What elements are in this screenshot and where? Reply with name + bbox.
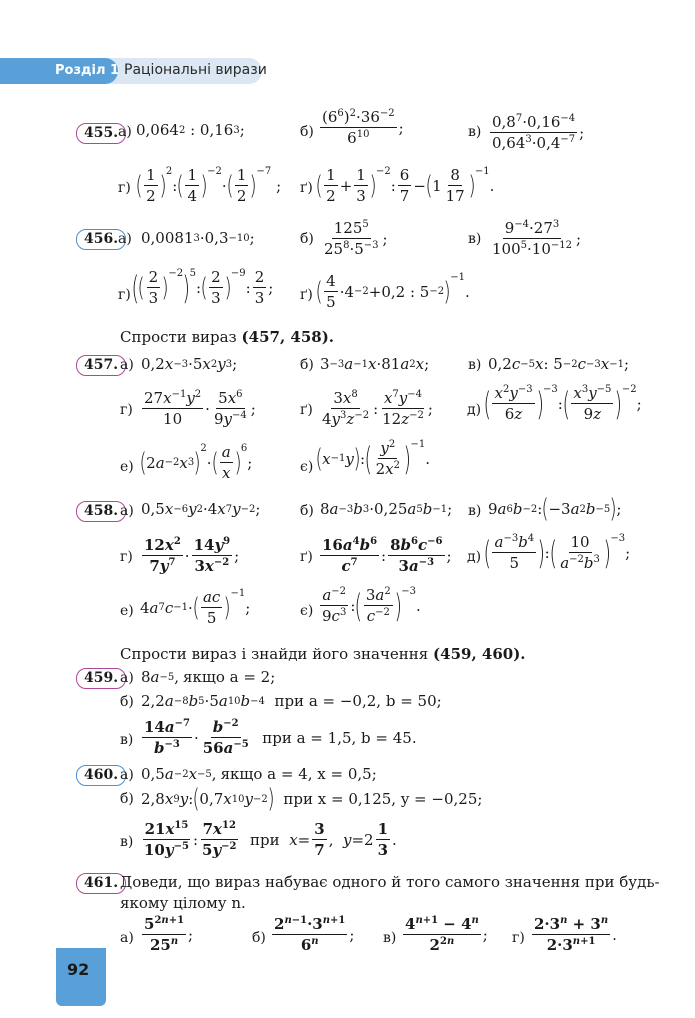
item-label: є) [300, 459, 314, 475]
item-label: б) [300, 231, 314, 247]
task461-text: Доведи, що вираз набуває одного й того самого значення при будь- [120, 873, 660, 891]
formula-456a: 0,0081 3 ·0,3 −10 ; [141, 229, 255, 247]
item-label: в) [468, 357, 482, 373]
formula-457a: 0,2 x −3 ·5 x 2 y 3 ; [141, 355, 238, 373]
item-label: ґ) [300, 402, 313, 418]
item-label: а) [120, 767, 134, 783]
item-label: б) [120, 791, 134, 807]
exercise-number-460: 460. [76, 765, 126, 786]
item-label: б) [300, 503, 314, 519]
formula-456gg: ( 4 5 ·4 −2 +0,2 : 5 −2 ) $^{-1}$ . [315, 272, 470, 311]
task461-text-cont: якому цілому n. [120, 894, 246, 912]
formula-455b: $(6^6)^2\cdot 36^{-2}$ $6^{10}$ ; [322, 108, 404, 147]
item-label: е) [120, 459, 134, 475]
formula-455v: $0,8^7\cdot 0,16^{-4}$ $0,64^3\cdot 0,4^{-7}$ ; [492, 113, 585, 152]
item-label: г) [118, 287, 131, 303]
item-label: а) [120, 670, 134, 686]
formula-458gg: $16a^4b^6$ $c^7$ : $8b^6c^{-6}$ $3a^{-3}$ ; [322, 536, 452, 575]
formula-458e: 4 a 7 c −1 · ( ac 5 ) $^{-1}$ ; [140, 588, 251, 627]
section-title: Раціональні вирази [124, 62, 267, 78]
page-number: 92 [67, 960, 90, 979]
item-label: а) [120, 357, 134, 373]
item-label: г) [120, 549, 133, 565]
formula-457d: ( $x^2y^{-3}$ 6z ) $^{-3}$ : ( $x^3y^{-5}$ 9z ) $^{-2}$ ; [483, 384, 642, 423]
formula-456v: $9^{-4}\cdot 27^3$ $100^5\cdot 10^{-12}$ ; [492, 219, 582, 258]
item-label: б) [120, 694, 134, 710]
formula-458b: 8 a −3 b 3 ·0,25 a 5 b −1 ; [320, 500, 453, 518]
item-label: д) [467, 549, 482, 565]
exercise-number-461: 461. [76, 873, 126, 894]
formula-461v: $4^{n+1} - 4^n$ $2^{2n}$ ; [405, 915, 488, 954]
item-label: в) [468, 503, 482, 519]
exercise-number-456: 456. [76, 229, 126, 250]
formula-457b: 3 −3 a −1 x ·81 a 2 x ; [320, 355, 430, 373]
item-label: б) [300, 124, 314, 140]
item-label: б) [252, 930, 266, 946]
instruction-simplify: Спрости вираз (457, 458). [120, 328, 335, 346]
formula-460a: 0,5 a −2 x −5 , якщо a = 4, x = 0,5; [141, 765, 377, 783]
formula-455gg: ( 1 2 + 1 3 ) $^{-2}$ : 6 7 − ( 1 8 17 ) $^{-1}$ . [315, 166, 495, 205]
instruction-simplify-find: Спрости вираз і знайди його значення (459, 460). [120, 645, 526, 663]
formula-459a: 8 a −5 , якщо a = 2; [141, 668, 276, 686]
item-label: а) [120, 503, 134, 519]
formula-457gg: $3x^8$ $4y^3z^{-2}$ : $x^7y^{-4}$ $12z^{-2}$ ; [322, 389, 433, 428]
formula-458v: 9 a 6 b −2 : ( −3 a 2 b −5 ) ; [488, 494, 622, 524]
formula-457g: $27x^{-1}y^2$ 10 · $5x^6$ $9y^{-4}$ ; [144, 389, 256, 428]
formula-458d: ( $a^{-3}b^4$ 5 ) : ( 10 $a^{-2}b^3$ ) $^{-3}$ ; [483, 533, 631, 572]
item-label: а) [118, 231, 132, 247]
item-label: г) [512, 930, 525, 946]
item-label: в) [120, 732, 134, 748]
item-label: г) [118, 180, 131, 196]
item-label: ґ) [300, 287, 313, 303]
formula-458g: $12x^2$ $7y^7$ · $14y^9$ $3x^{-2}$ ; [144, 536, 240, 575]
exercise-number-459: 459. [76, 668, 126, 689]
formula-461b: $2^{n-1}\cdot 3^{n+1}$ 6$^n$ ; [274, 915, 355, 954]
item-label: д) [467, 402, 482, 418]
item-label: б) [300, 357, 314, 373]
formula-457v: 0,2 c −5 x : 5 −2 c −3 x −1 ; [488, 355, 630, 373]
exercise-number-457: 457. [76, 355, 126, 376]
item-label: а) [120, 930, 134, 946]
formula-458a: 0,5 x −6 y 2 ·4 x 7 y −2 ; [141, 500, 261, 518]
formula-457ie: ( x −1 y ) : ( $y^2$ $2x^2$ ) $^{-1}$ . [315, 439, 430, 478]
formula-460b: 2,8 x 9 y : ( 0,7 x 10 y −2 ) при x = 0,125, y = −0,25; [141, 784, 483, 814]
item-label: а) [118, 124, 132, 140]
section-label: Розділ 1 [55, 63, 120, 78]
item-label: в) [383, 930, 397, 946]
formula-457e: ( 2 a −2 x 3 ) $^2$ · ( a x ) $^6$ ; [139, 443, 253, 482]
formula-455g: ( 1 2 ) $^2$ : ( 1 4 ) $^{-2}$ · ( 1 2 ) $^{-7}$ ; [135, 166, 282, 205]
exercise-number-458: 458. [76, 501, 126, 522]
formula-460v: $21x^{15}$ $10y^{-5}$ : $7x^{12}$ $5y^{-2}$ при x = 3 7 , y =2 1 3 . [144, 820, 397, 859]
item-label: є) [300, 603, 314, 619]
formula-459b: 2,2 a −8 b 5 ·5 a 10 b −4 при a = −0,2, b = 50; [141, 692, 442, 710]
item-label: в) [468, 231, 482, 247]
item-label: ґ) [300, 549, 313, 565]
item-label: в) [468, 124, 482, 140]
formula-455a: 0,064 2 : 0,16 3 ; [136, 121, 245, 139]
item-label: ґ) [300, 180, 313, 196]
formula-456b: $125^5$ $25^8\cdot 5^{-3}$ ; [324, 219, 388, 258]
formula-461a: $5^{2n+1}$ 25$^n$ ; [144, 915, 194, 954]
item-label: в) [120, 834, 134, 850]
item-label: е) [120, 603, 134, 619]
formula-456g: ( ( 2 3 ) $^{-2}$ ) $^5$ : ( 2 3 ) $^{-9}$ : 2 3 ; [131, 268, 274, 307]
item-label: г) [120, 402, 133, 418]
formula-461g: $2\cdot 3^n + 3^n$ $2\cdot 3^{n+1}$ . [534, 915, 617, 954]
exercise-number-455: 455. [76, 123, 126, 144]
formula-459v: $14a^{-7}$ $b^{-3}$ · $b^{-2}$ $56a^{-5}$ при a = 1,5, b = 45. [144, 718, 417, 757]
formula-458ie: $a^{-2}$ $9c^3$ : ( $3a^2$ $c^{-2}$ ) $^{-3}$ . [322, 586, 421, 625]
